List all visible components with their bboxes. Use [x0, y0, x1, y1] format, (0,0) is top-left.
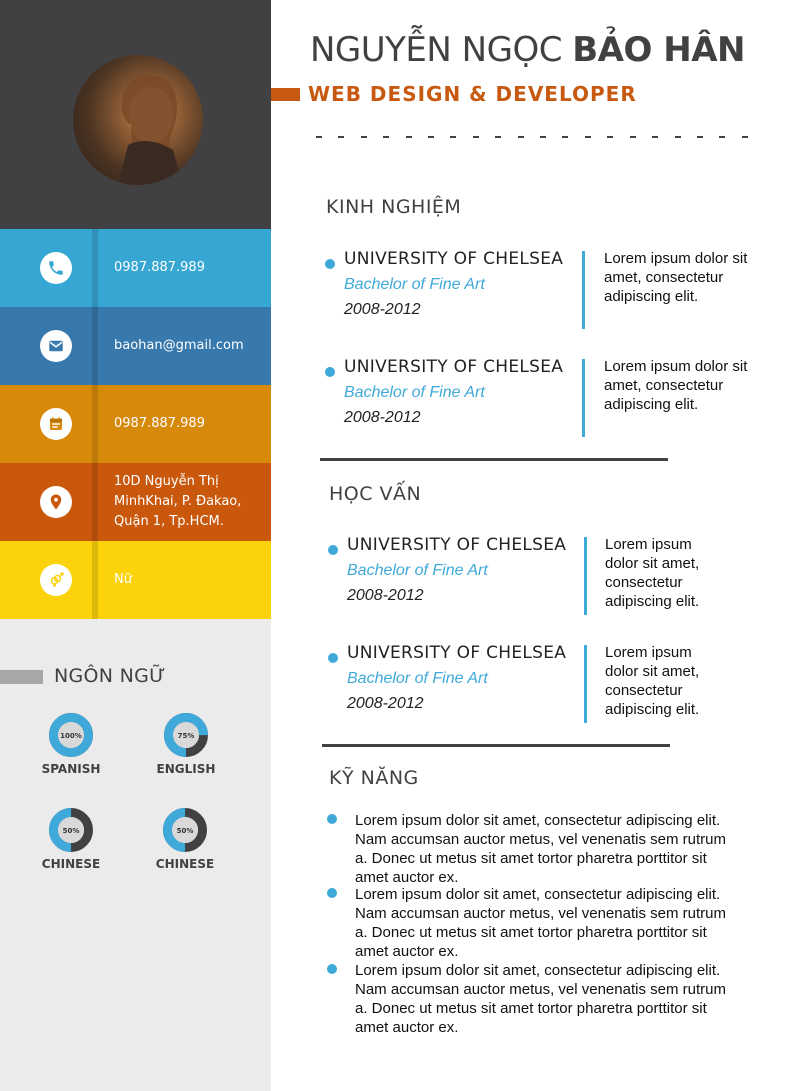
date-text: 0987.887.989 — [114, 416, 205, 431]
language-name: CHINESE — [41, 857, 101, 871]
phone-text[interactable]: 0987.887.989 — [114, 260, 205, 275]
school-name: UNIVERSITY OF CHELSEA — [344, 249, 564, 269]
section-divider — [320, 458, 668, 461]
dotted-divider — [316, 132, 748, 142]
name-bold: BẢO HÂN — [572, 30, 745, 70]
years: 2008-2012 — [347, 587, 424, 604]
degree: Bachelor of Fine Art — [344, 384, 485, 401]
location-pin-icon — [40, 486, 72, 518]
bullet-dot — [325, 367, 335, 377]
entry-description: Lorem ipsum dolor sit amet, consectetur adipiscing elit. — [605, 644, 700, 718]
language-item — [135, 807, 235, 871]
bullet-dot — [327, 814, 337, 824]
languages-accent-bar — [0, 670, 43, 684]
education-title: HỌC VẤN — [329, 483, 422, 505]
phone-icon — [40, 252, 72, 284]
sidebar — [0, 0, 271, 1091]
job-title-accent-bar — [271, 88, 300, 101]
education-entry — [328, 535, 768, 625]
gender-text: Nữ — [114, 572, 132, 587]
language-percent-label: 50% — [62, 827, 80, 835]
experience-title: KINH NGHIỆM — [326, 196, 462, 218]
contact-email — [0, 307, 271, 385]
name-light: NGUYỄN NGỌC — [310, 30, 562, 70]
language-item — [21, 807, 121, 871]
degree: Bachelor of Fine Art — [347, 562, 488, 579]
school-name: UNIVERSITY OF CHELSEA — [344, 357, 564, 377]
gender-icon — [40, 564, 72, 596]
vertical-divider — [582, 359, 585, 437]
language-item — [21, 712, 121, 776]
contact-phone — [0, 229, 271, 307]
calendar-icon — [40, 408, 72, 440]
email-text[interactable]: baohan@gmail.com — [114, 338, 244, 353]
entry-description: Lorem ipsum dolor sit amet, consectetur adipiscing elit. — [604, 250, 748, 305]
contact-tab — [0, 463, 98, 541]
skills-title: KỸ NĂNG — [329, 767, 419, 789]
contact-address — [0, 463, 271, 541]
language-ring — [48, 807, 94, 853]
language-name: CHINESE — [155, 857, 215, 871]
contact-tab — [0, 307, 98, 385]
skill-text: Lorem ipsum dolor sit amet, consectetur adipiscing elit. Nam accumsan auctor metus, vel venenatis sem rutrum a. Donec ut metus sit amet tortor pharetra porttitor sit amet auctor ex. — [355, 886, 726, 960]
language-percent-label: 75% — [177, 732, 195, 740]
language-percent-label: 50% — [176, 827, 194, 835]
contact-tab — [0, 229, 98, 307]
entry-description: Lorem ipsum dolor sit amet, consectetur adipiscing elit. — [604, 358, 748, 413]
language-ring — [162, 807, 208, 853]
vertical-divider — [582, 251, 585, 329]
contact-gender — [0, 541, 271, 619]
bullet-dot — [328, 545, 338, 555]
languages-title: NGÔN NGỮ — [54, 665, 166, 687]
language-percent-label: 100% — [60, 732, 82, 740]
language-ring — [48, 712, 94, 758]
experience-entry — [325, 357, 765, 447]
contact-tab — [0, 385, 98, 463]
language-name: ENGLISH — [156, 762, 216, 776]
job-title: WEB DESIGN & DEVELOPER — [308, 82, 637, 106]
sidebar-header — [0, 0, 271, 229]
education-entry — [328, 643, 768, 733]
school-name: UNIVERSITY OF CHELSEA — [347, 535, 567, 555]
experience-entry — [325, 249, 765, 339]
bullet-dot — [327, 888, 337, 898]
contact-tab — [0, 541, 98, 619]
years: 2008-2012 — [344, 301, 421, 318]
language-ring — [163, 712, 209, 758]
years: 2008-2012 — [344, 409, 421, 426]
full-name — [310, 30, 745, 70]
language-name: SPANISH — [41, 762, 101, 776]
bullet-dot — [328, 653, 338, 663]
skill-text: Lorem ipsum dolor sit amet, consectetur adipiscing elit. Nam accumsan auctor metus, vel venenatis sem rutrum a. Donec ut metus sit amet tortor pharetra porttitor sit amet auctor ex. — [355, 812, 726, 886]
school-name: UNIVERSITY OF CHELSEA — [347, 643, 567, 663]
language-item — [136, 712, 236, 776]
bullet-dot — [325, 259, 335, 269]
degree: Bachelor of Fine Art — [347, 670, 488, 687]
mail-icon — [40, 330, 72, 362]
skill-text: Lorem ipsum dolor sit amet, consectetur adipiscing elit. Nam accumsan auctor metus, vel venenatis sem rutrum a. Donec ut metus sit amet tortor pharetra porttitor sit amet auctor ex. — [355, 962, 726, 1036]
degree: Bachelor of Fine Art — [344, 276, 485, 293]
address-text: 10D Nguyễn Thị MinhKhai, P. Đakao, Quận 1, Tp.HCM. — [114, 474, 242, 529]
section-divider — [322, 744, 670, 747]
vertical-divider — [584, 645, 587, 723]
bullet-dot — [327, 964, 337, 974]
avatar-photo — [73, 55, 203, 185]
vertical-divider — [584, 537, 587, 615]
contact-date — [0, 385, 271, 463]
avatar — [73, 55, 203, 185]
years: 2008-2012 — [347, 695, 424, 712]
entry-description: Lorem ipsum dolor sit amet, consectetur adipiscing elit. — [605, 536, 700, 610]
